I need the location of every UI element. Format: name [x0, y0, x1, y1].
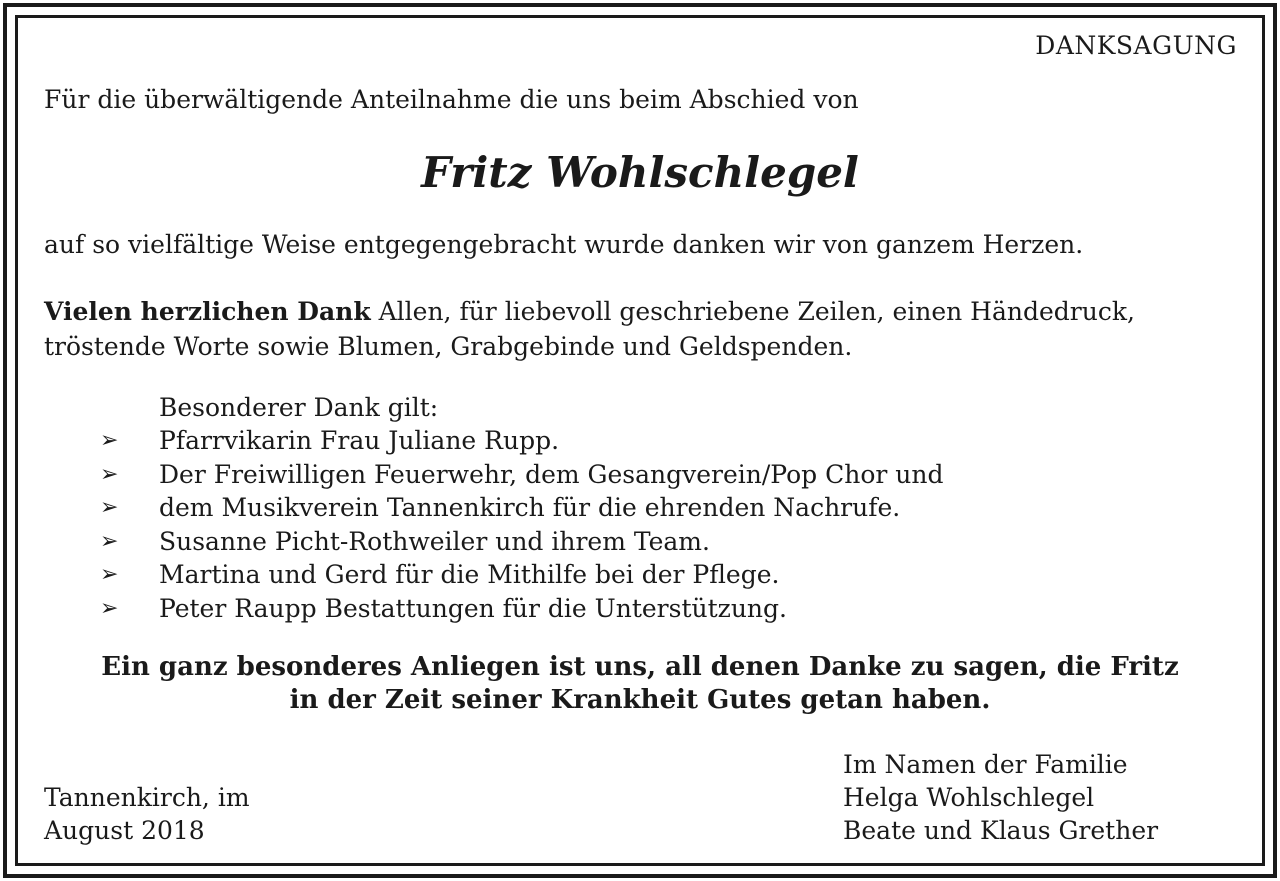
thanks-bold: Vielen herzlichen Dank — [44, 297, 371, 326]
arrow-bullet-icon: ➢ — [100, 428, 119, 453]
list-item — [100, 458, 944, 492]
list-item-text: Susanne Picht-Rothweiler und ihrem Team. — [159, 526, 710, 556]
arrow-bullet-icon: ➢ — [100, 495, 119, 520]
list-item — [100, 558, 944, 592]
arrow-bullet-icon: ➢ — [100, 528, 119, 554]
special-thanks-list — [100, 424, 944, 625]
list-item-text: Martina und Gerd für die Mithilfe bei der Pflege. — [159, 560, 780, 589]
gratitude-line: auf so vielfältige Weise entgegengebracht wurde danken wir von ganzem Herzen. — [44, 230, 1084, 259]
special-thanks-heading: Besonderer Dank gilt: — [159, 393, 439, 422]
list-item — [100, 525, 944, 559]
place-line: Tannenkirch, im — [44, 783, 250, 812]
deceased-name: Fritz Wohlschlegel — [421, 148, 859, 197]
list-item-text: Peter Raupp Bestattungen für die Unterstützung. — [159, 593, 787, 623]
arrow-bullet-icon: ➢ — [100, 461, 119, 487]
arrow-bullet-icon: ➢ — [100, 595, 119, 621]
intro-line: Für die überwältigende Anteilnahme die uns beim Abschied von — [44, 85, 859, 114]
arrow-bullet-icon: ➢ — [100, 562, 119, 587]
thanks-paragraph-line1 — [44, 295, 1135, 328]
notice-heading: DANKSAGUNG — [1035, 31, 1237, 60]
list-item-text: dem Musikverein Tannenkirch für die ehrenden Nachrufe. — [159, 493, 901, 522]
list-item-text: Der Freiwilligen Feuerwehr, dem Gesangverein/Pop Chor und — [159, 459, 944, 489]
closing-line2: in der Zeit seiner Krankheit Gutes getan haben. — [289, 685, 991, 715]
signature-line2: Helga Wohlschlegel — [843, 783, 1095, 812]
list-item — [100, 424, 944, 458]
thanks-rest: Allen, für liebevoll geschriebene Zeilen, einen Händedruck, — [370, 297, 1135, 326]
closing-line1: Ein ganz besonderes Anliegen ist uns, all denen Danke zu sagen, die Fritz — [101, 652, 1179, 682]
list-item-text: Pfarrvikarin Frau Juliane Rupp. — [159, 426, 560, 455]
signature-line3: Beate und Klaus Grether — [843, 816, 1159, 845]
date-line: August 2018 — [44, 816, 205, 845]
thanks-paragraph-line2: tröstende Worte sowie Blumen, Grabgebinde und Geldspenden. — [44, 332, 853, 361]
signature-line1: Im Namen der Familie — [843, 750, 1128, 779]
list-item — [100, 592, 944, 626]
list-item — [100, 491, 944, 525]
